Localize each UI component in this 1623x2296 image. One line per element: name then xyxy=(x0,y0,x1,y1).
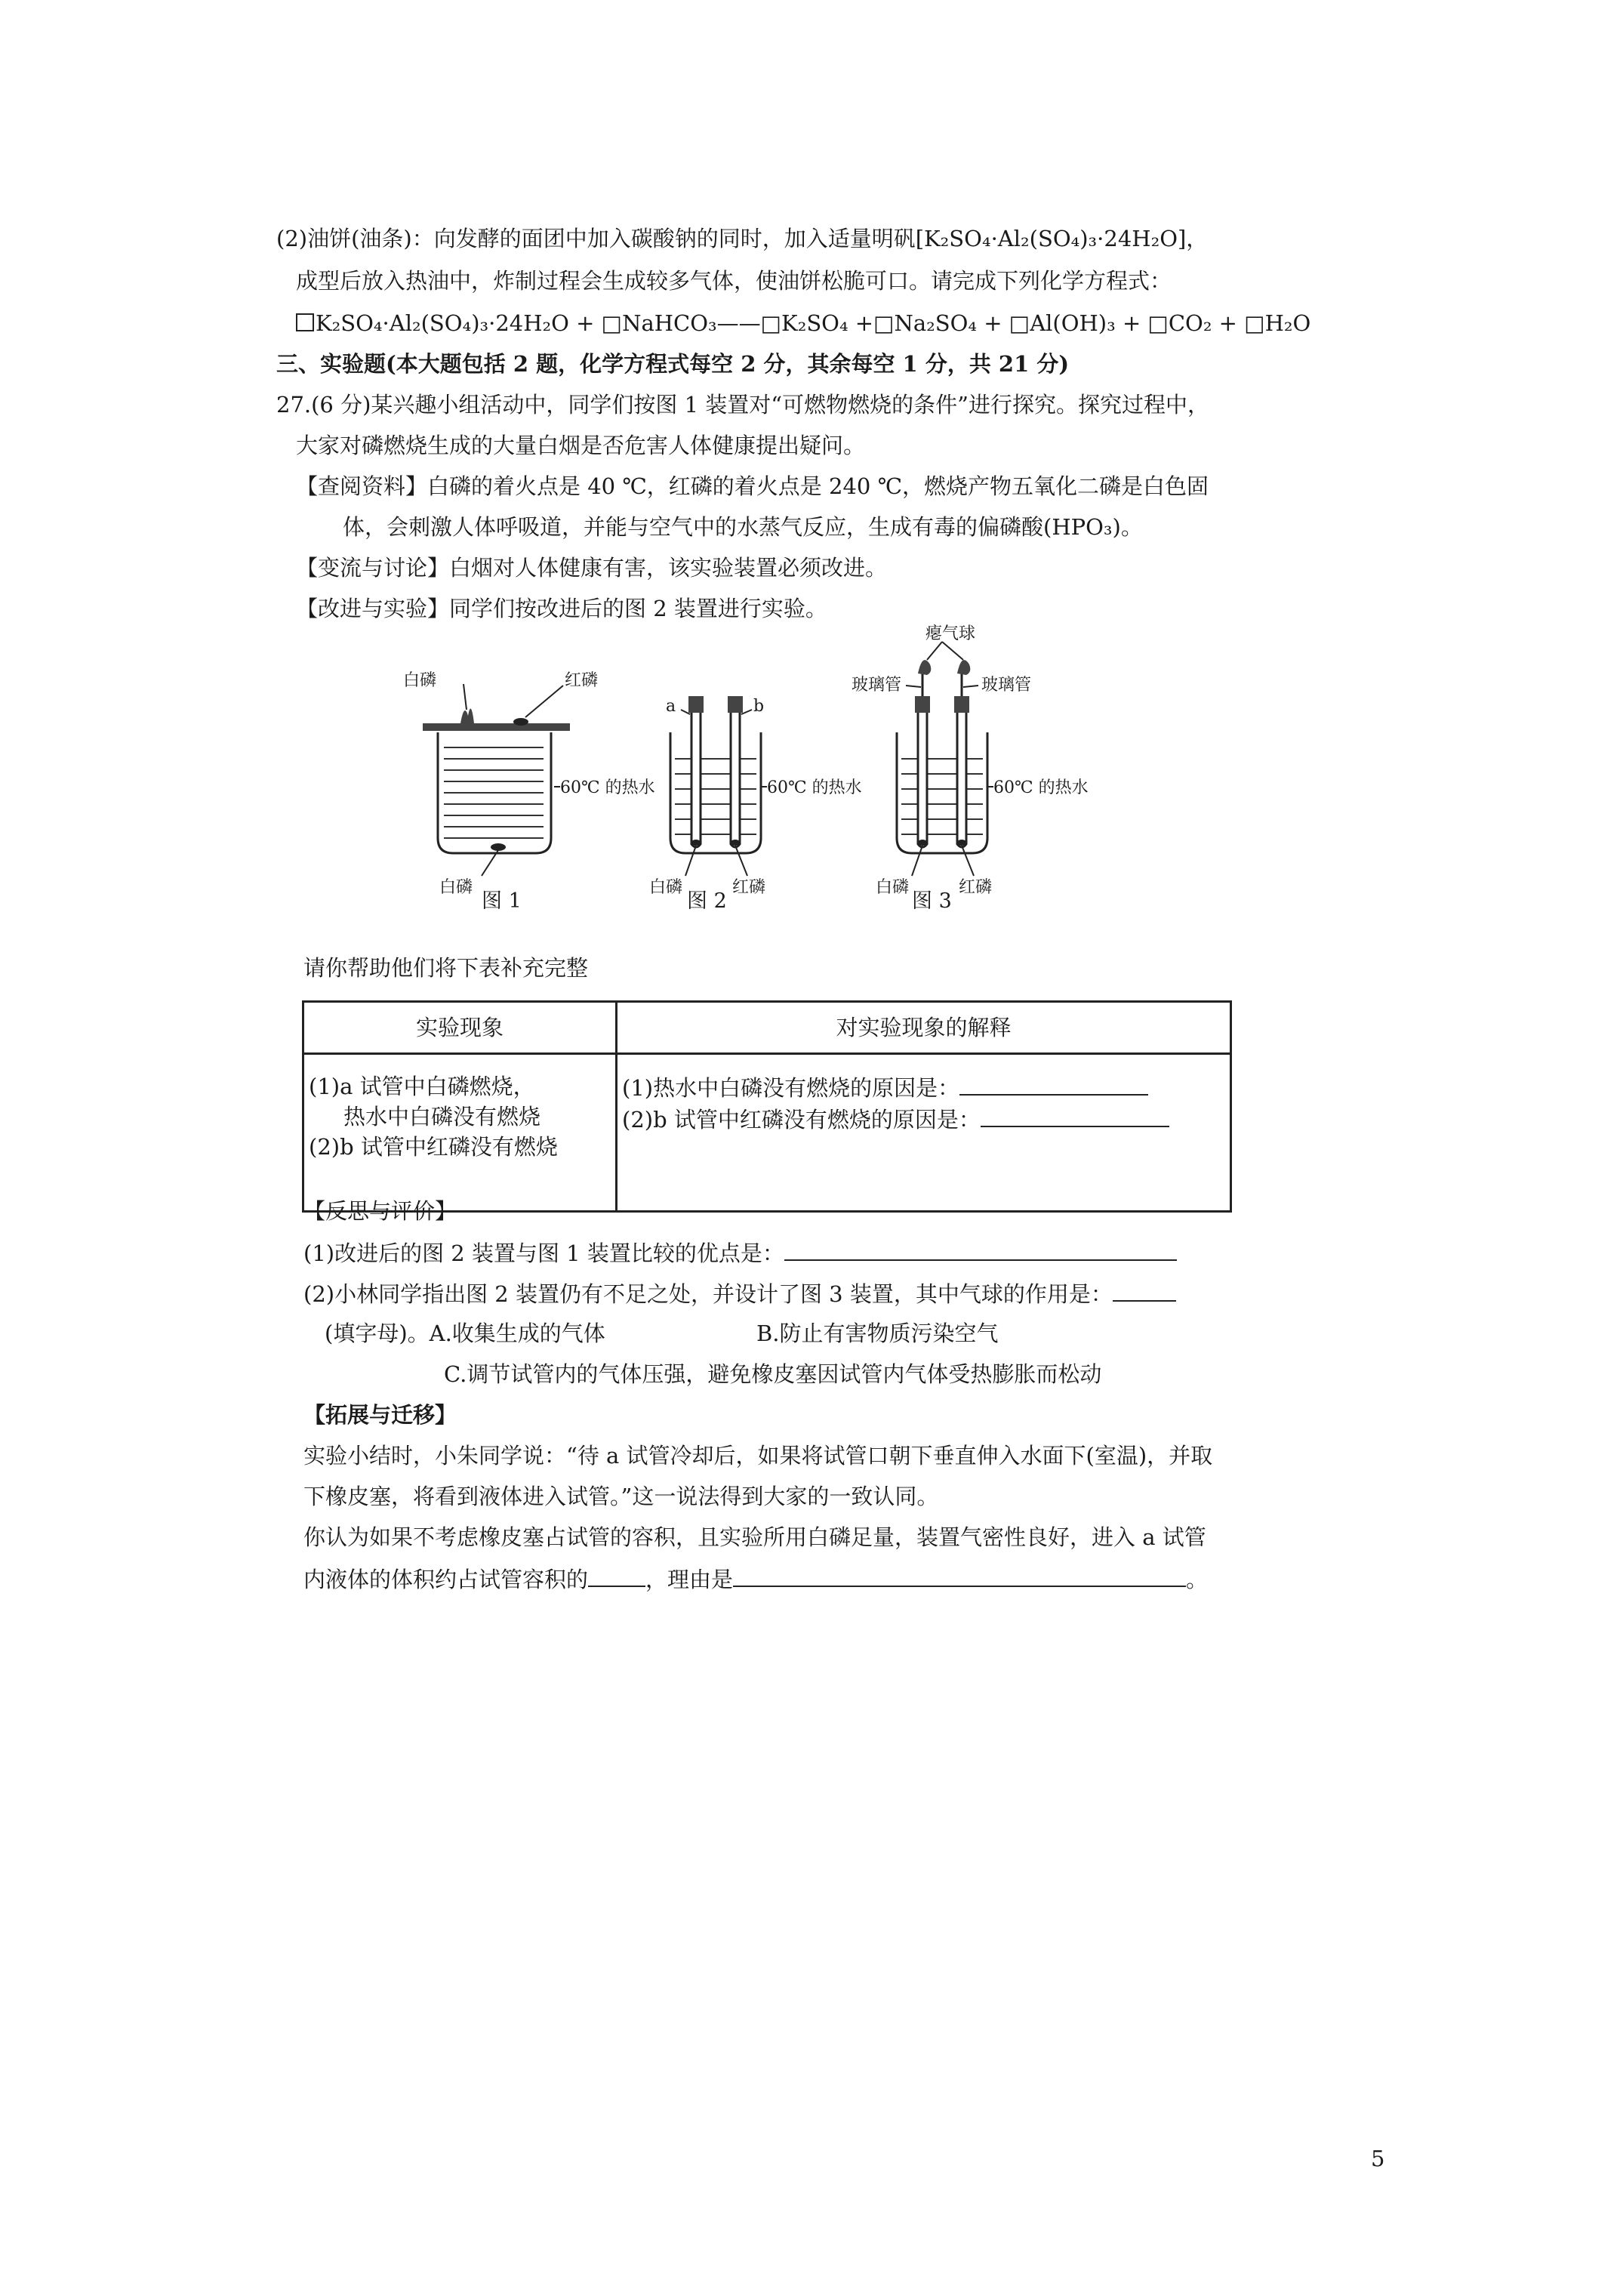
chemical-equation xyxy=(296,308,1311,338)
figure-3 xyxy=(852,624,1089,913)
phenomenon-line: (2)b 试管中红磷没有燃烧 xyxy=(309,1134,558,1160)
table-row xyxy=(303,1054,1231,1212)
fig1-label-white-phosphorus-top: 白磷 xyxy=(403,671,437,690)
extension-line-4-end: 。 xyxy=(1186,1567,1209,1592)
extension-line-4-text: 内液体的体积约占试管容积的 xyxy=(303,1567,589,1592)
page-number: 5 xyxy=(1371,2146,1385,2171)
phenomenon-cell xyxy=(303,1054,617,1212)
test-tube-b xyxy=(731,710,740,847)
fig2-caption: 图 2 xyxy=(687,889,727,913)
rubber-stopper xyxy=(728,696,743,713)
fig3-label-red-phosphorus: 红磷 xyxy=(959,878,993,897)
reflection-heading: 【反思与评价】 xyxy=(303,1198,457,1224)
extension-line-2: 下橡皮塞，将看到液体进入试管。”这一说法得到大家的一致认同。 xyxy=(303,1484,939,1509)
table-header-explanation: 对实验现象的解释 xyxy=(617,1002,1231,1054)
experiment-table xyxy=(302,1000,1232,1213)
apparatus-figures xyxy=(393,624,1089,914)
apparatus-diagram xyxy=(393,624,1089,914)
reflection-question-2 xyxy=(303,1277,1315,1309)
figure-1 xyxy=(403,671,655,913)
text-line-instruction: 成型后放入热油中，炸制过程会生成较多气体，使油饼松脆可口。请完成下列化学方程式： xyxy=(296,268,1172,294)
test-tube-a xyxy=(691,710,701,847)
question-27-line2: 大家对磷燃烧生成的大量白烟是否危害人体健康提出疑问。 xyxy=(296,433,866,458)
table-header-phenomenon: 实验现象 xyxy=(303,1002,617,1054)
fig3-label-glass-tube-right: 玻璃管 xyxy=(981,676,1032,695)
answer-blank[interactable] xyxy=(1113,1277,1176,1302)
answer-blank[interactable] xyxy=(588,1563,645,1587)
figure-2 xyxy=(649,696,862,913)
answer-blank[interactable] xyxy=(981,1103,1169,1127)
phenomenon-line: 热水中白磷没有燃烧 xyxy=(343,1104,541,1130)
balloon-icon xyxy=(957,660,970,675)
option-a: (填字母)。A.收集生成的气体 xyxy=(325,1321,605,1346)
explanation-line-1 xyxy=(622,1071,1225,1103)
reflection-question-1-text: (1)改进后的图 2 装置与图 1 装置比较的优点是： xyxy=(303,1240,784,1266)
explanation-line-2 xyxy=(622,1103,1225,1135)
fig3-label-glass-tube-left: 玻璃管 xyxy=(852,676,902,695)
fig2-label-red-phosphorus: 红磷 xyxy=(732,878,766,897)
rubber-stopper xyxy=(688,696,704,713)
flame-icon xyxy=(460,709,474,723)
fig2-label-hot-water: 60℃ 的热水 xyxy=(767,778,862,797)
fig3-label-hot-water: 60℃ 的热水 xyxy=(993,778,1089,797)
extension-line-4-reason: ，理由是 xyxy=(645,1567,734,1592)
option-c: C.调节试管内的气体压强，避免橡皮塞因试管内气体受热膨胀而松动 xyxy=(444,1361,1102,1387)
blank-box[interactable] xyxy=(296,313,314,331)
answer-blank[interactable] xyxy=(733,1563,1186,1587)
text-line-oil-cake: (2)油饼(油条)：向发酵的面团中加入碳酸钠的同时，加入适量明矾[K₂SO₄·Al₂(SO₄)₃·24H₂O]， xyxy=(276,226,1209,251)
fig1-caption: 图 1 xyxy=(482,889,522,913)
fig1-label-red-phosphorus: 红磷 xyxy=(565,671,599,690)
balloon-icon xyxy=(918,660,931,675)
reference-info-line2: 体，会刺激人体呼吸道，并能与空气中的水蒸气反应，生成有毒的偏磷酸(HPO₃)。 xyxy=(343,514,1143,540)
fig2-label-a: a xyxy=(666,697,676,716)
phenomenon-line: (1)a 试管中白磷燃烧， xyxy=(309,1074,535,1099)
table-instruction: 请你帮助他们将下表补充完整 xyxy=(303,955,589,981)
fig3-label-balloon: 瘪气球 xyxy=(925,624,976,643)
reflection-question-2-text: (2)小林同学指出图 2 装置仍有不足之处，并设计了图 3 装置，其中气球的作用是： xyxy=(303,1281,1113,1307)
chemical-equation-text: K₂SO₄·Al₂(SO₄)₃·24H₂O + □NaHCO₃——□K₂SO₄ +□Na₂SO₄ + □Al(OH)₃ + □CO₂ + □H₂O xyxy=(316,310,1311,336)
fig3-caption: 图 3 xyxy=(912,889,952,913)
extension-heading: 【拓展与迁移】 xyxy=(303,1402,457,1428)
explanation-text: (2)b 试管中红磷没有燃烧的原因是： xyxy=(622,1107,981,1133)
explanation-cell xyxy=(617,1054,1231,1212)
discussion-line: 【变流与讨论】白烟对人体健康有害，该实验装置必须改进。 xyxy=(296,555,888,581)
improvement-line: 【改进与实验】同学们按改进后的图 2 装置进行实验。 xyxy=(296,596,827,621)
section-three-heading: 三、实验题(本大题包括 2 题，化学方程式每空 2 分，其余每空 1 分，共 21 分) xyxy=(276,351,1070,377)
question-27-line1: 27.(6 分)某兴趣小组活动中，同学们按图 1 装置对“可燃物燃烧的条件”进行探究。探究过程中， xyxy=(276,392,1209,418)
fig2-label-white-phosphorus: 白磷 xyxy=(649,878,683,897)
fig2-label-b: b xyxy=(753,697,765,716)
fig1-label-hot-water: 60℃ 的热水 xyxy=(560,778,655,797)
reflection-question-1 xyxy=(303,1237,1315,1268)
fig3-label-white-phosphorus: 白磷 xyxy=(876,878,910,897)
answer-blank[interactable] xyxy=(959,1071,1148,1096)
fig1-label-white-phosphorus-bottom: 白磷 xyxy=(439,878,473,897)
answer-blank[interactable] xyxy=(784,1237,1177,1261)
reference-info-line1: 【查阅资料】白磷的着火点是 40 ℃，红磷的着火点是 240 ℃，燃烧产物五氧化二磷是白色固 xyxy=(296,473,1209,499)
extension-line-1: 实验小结时，小朱同学说：“待 a 试管冷却后，如果将试管口朝下垂直伸入水面下(室温)，并取 xyxy=(303,1443,1213,1469)
table-header-row xyxy=(303,1002,1231,1054)
explanation-text: (1)热水中白磷没有燃烧的原因是： xyxy=(622,1075,960,1101)
extension-line-4 xyxy=(303,1563,1315,1595)
option-b: B.防止有害物质污染空气 xyxy=(756,1321,999,1346)
extension-line-3: 你认为如果不考虑橡皮塞占试管的容积，且实验所用白磷足量，装置气密性良好，进入 a 试管 xyxy=(303,1524,1206,1550)
